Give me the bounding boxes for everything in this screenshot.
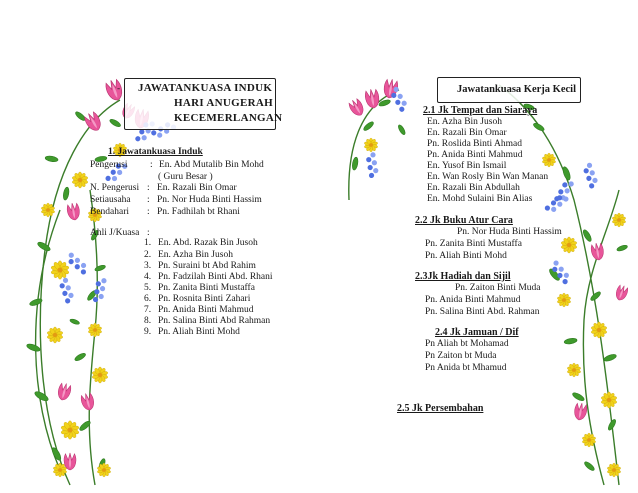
section-heading: 2.4 Jk Jamuan / Dif (435, 327, 519, 338)
member-name: Pn. Roslida Binti Ahmad (427, 139, 523, 149)
leaf-icon (26, 343, 41, 353)
leaf-icon (589, 290, 601, 301)
pink-tulip-icon (80, 392, 96, 412)
member-name: Pn. Anida Binti Mahmud (427, 150, 523, 160)
pink-tulip-icon (83, 110, 104, 133)
section-heading: 2.3Jk Hadiah dan Sijil (415, 271, 511, 282)
pink-tulip-icon (590, 242, 605, 261)
yellow-flower-icon (612, 213, 626, 227)
member-number: 8. (144, 316, 152, 326)
officer-role: Setiausaha (90, 195, 131, 205)
pink-tulip-icon (364, 88, 380, 109)
leaf-icon (397, 124, 406, 136)
yellow-flower-icon (601, 392, 618, 408)
ajk-sep: : (147, 228, 150, 238)
ajk-label: Ahli J/Kuasa (90, 228, 140, 238)
yellow-flower-icon (47, 327, 64, 343)
section-heading: 2.1 Jk Tempat dan Siaraya (423, 105, 538, 116)
section-heading: 1. Jawatankuasa Induk (108, 147, 203, 157)
blue-flower-icon (544, 192, 570, 216)
blue-flower-icon (581, 162, 599, 189)
member-name: Pn. Suraini bt Abd Rahim (158, 261, 256, 271)
yellow-flower-icon (557, 293, 571, 307)
officer-name: Pn. Fadhilah bt Rhani (157, 207, 240, 217)
yellow-flower-icon (364, 138, 378, 152)
member-name: Pn. Salina Binti Abd. Rahman (425, 307, 540, 317)
leaf-icon (94, 264, 106, 272)
member-name: Pn. Anida Binti Mahmud (425, 295, 521, 305)
officer-extra: ( Guru Besar ) (158, 172, 213, 182)
member-number: 9. (144, 327, 152, 337)
leaf-icon (616, 244, 628, 252)
member-name: Pn Aliah bt Mohamad (425, 339, 509, 349)
member-name: Pn. Nor Huda Binti Hassim (457, 227, 562, 237)
yellow-flower-icon (542, 153, 556, 167)
yellow-flower-icon (72, 172, 89, 188)
officer-role: Pengerusi (90, 160, 128, 170)
yellow-flower-icon (607, 463, 621, 477)
officer-role: Bendahari (90, 207, 130, 217)
leaf-icon (62, 187, 69, 201)
officer-sep: : (147, 207, 150, 217)
member-name: Pn. Rosnita Binti Zahari (158, 294, 251, 304)
yellow-flower-icon (92, 367, 109, 383)
member-name: Pn Zaiton bt Muda (425, 351, 497, 361)
right-page (319, 0, 638, 493)
leaf-icon (603, 353, 617, 362)
pink-tulip-icon (66, 202, 81, 221)
pink-tulip-icon (56, 382, 72, 402)
yellow-flower-icon (51, 261, 70, 279)
officer-name: En. Razali Bin Omar (157, 183, 237, 193)
member-name: Pn. Zaiton Binti Muda (455, 283, 541, 293)
member-name: Pn. Anida Binti Mahmud (158, 305, 254, 315)
member-name: En. Azha Bin Jusoh (158, 250, 233, 260)
section-heading: 2.5 Jk Persembahan (397, 403, 484, 414)
member-number: 6. (144, 294, 152, 304)
member-name: Pn. Fadzilah Binti Abd. Rhani (158, 272, 273, 282)
officer-sep: : (147, 195, 150, 205)
member-name: En. Yusof Bin Ismail (427, 161, 507, 171)
leaf-icon (362, 120, 374, 131)
leaf-icon (571, 391, 585, 402)
yellow-flower-icon (61, 421, 80, 439)
member-number: 1. (144, 238, 152, 248)
section-heading: 2.2 Jk Buku Atur Cara (415, 215, 513, 226)
leaf-icon (532, 122, 545, 132)
pink-tulip-icon (573, 402, 588, 421)
title-bullet: - (117, 84, 121, 94)
leaf-icon (351, 157, 358, 171)
member-number: 3. (144, 261, 152, 271)
leaf-icon (69, 318, 80, 325)
member-number: 7. (144, 305, 152, 315)
pink-tulip-icon (64, 453, 76, 470)
member-name: Pn Anida bt Mhamud (425, 363, 507, 373)
blue-flower-icon (365, 152, 379, 179)
member-name: En. Abd. Razak Bin Jusoh (158, 238, 258, 248)
leaf-icon (45, 155, 59, 162)
member-name: En. Razali Bin Abdullah (427, 183, 520, 193)
member-number: 5. (144, 283, 152, 293)
title-line-2: HARI ANUGERAH (174, 97, 273, 109)
member-name: Pn. Aliah Binti Mohd (158, 327, 240, 337)
leaf-icon (34, 390, 50, 403)
blue-flower-icon (57, 277, 75, 304)
yellow-flower-icon (88, 323, 102, 337)
member-number: 4. (144, 272, 152, 282)
leaf-icon (74, 352, 87, 362)
leaf-icon (74, 110, 86, 121)
member-name: Pn. Salina Binti Abd Rahman (158, 316, 271, 326)
leaf-icon (562, 166, 572, 181)
leaf-icon (583, 460, 595, 471)
title-line-3: KECEMERLANGAN (174, 112, 283, 124)
member-name: En. Azha Bin Jusoh (427, 117, 502, 127)
leaf-icon (564, 337, 578, 344)
member-name: Pn. Aliah Binti Mohd (425, 251, 507, 261)
member-name: Pn. Zanita Binti Mustaffa (425, 239, 522, 249)
pink-tulip-icon (614, 284, 629, 302)
yellow-flower-icon (561, 237, 578, 253)
member-name: Pn. Zanita Binti Mustaffa (158, 283, 255, 293)
member-name: En. Razali Bin Omar (427, 128, 507, 138)
pink-tulip-icon (347, 97, 366, 118)
yellow-flower-icon (567, 363, 581, 377)
leaf-icon (109, 118, 122, 128)
subcommittee-title: Jawatankuasa Kerja Kecil (457, 84, 576, 95)
title-line-1: JAWATANKUASA INDUK (138, 82, 273, 94)
member-number: 2. (144, 250, 152, 260)
officer-sep: : (150, 160, 153, 170)
officer-sep: : (147, 183, 150, 193)
yellow-flower-icon (591, 322, 608, 338)
member-name: En. Mohd Sulaini Bin Alias (427, 194, 533, 204)
member-name: En. Wan Rosly Bin Wan Manan (427, 172, 549, 182)
officer-role: N. Pengerusi (90, 183, 140, 193)
officer-name: En. Abd Mutalib Bin Mohd (159, 160, 264, 170)
pink-tulip-icon (104, 78, 125, 103)
officer-name: Pn. Nor Huda Binti Hassim (157, 195, 262, 205)
